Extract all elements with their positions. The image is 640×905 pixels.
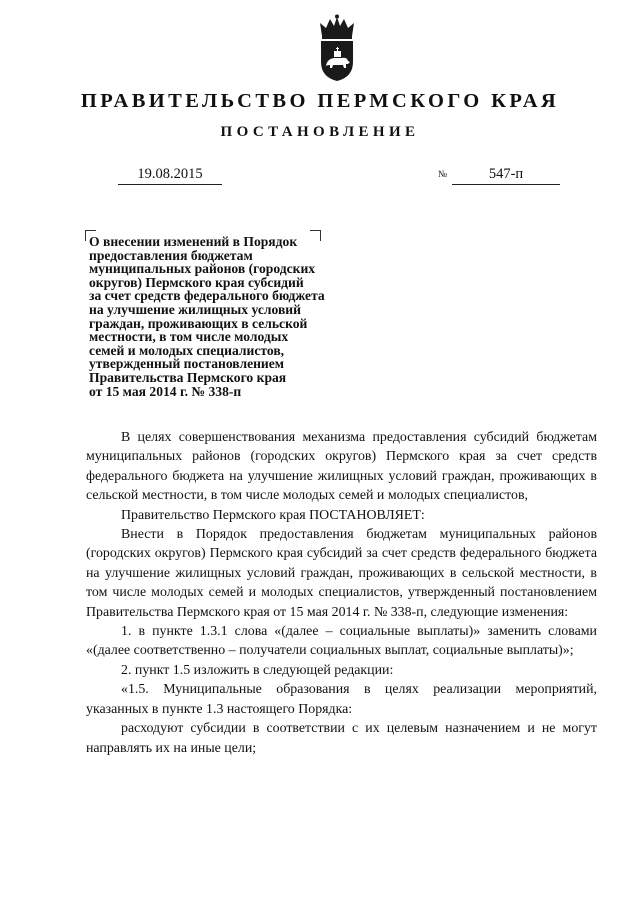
government-title: ПРАВИТЕЛЬСТВО ПЕРМСКОГО КРАЯ xyxy=(80,90,560,112)
document-date: 19.08.2015 xyxy=(118,164,222,185)
amendment-item-1: 1. в пункте 1.3.1 слова «(далее – социальные выплаты)» заменить словами «(далее соответственно – получатели социальных выплат, социальные выплаты)»; xyxy=(86,624,597,659)
subject-line: Правительства Пермского края xyxy=(89,369,287,385)
subject-line: семей и молодых специалистов, xyxy=(89,342,285,358)
subject-line: муниципальных районов (городских xyxy=(89,261,316,277)
document-number: 547-п xyxy=(452,164,560,185)
subject-line: от 15 мая 2014 г. № 338-п xyxy=(89,383,242,399)
clause-1-5-paragraph: «1.5. Муниципальные образования в целях реализации мероприятий, указанных в пункте 1.3 настоящего Порядка: xyxy=(86,682,597,717)
amendment-intro-paragraph: Внести в Порядок предоставления бюджетам муниципальных районов (городских округов) Пермского края субсидий за счет средств федерального бюджета на улучшение жилищных условий граждан, проживающих в сельской местности, в том числе молодых семей и молодых специалистов, утвержденный постановлением Правительства Пермского края от 15 мая 2014 г. № 338-п, следующие изменения: xyxy=(86,527,597,620)
subject-line: утвержденный постановлением xyxy=(89,356,285,372)
subject-line: на улучшение жилищных условий xyxy=(89,301,301,317)
subject-line: граждан, проживающих в сельской xyxy=(89,315,308,331)
subject-line: округов) Пермского края субсидий xyxy=(89,274,304,290)
document-body xyxy=(86,428,597,758)
clause-1-5-subparagraph: расходуют субсидии в соответствии с их целевым назначением и не могут направлять их на иные цели; xyxy=(86,721,597,756)
document-type: ПОСТАНОВЛЕНИЕ xyxy=(220,124,420,140)
subject-line: О внесении изменений в Порядок xyxy=(89,234,298,249)
preamble-paragraph: В целях совершенствования механизма предоставления субсидий бюджетам муниципальных районов (городских округов) Пермского края за счет средств федерального бюджета на улучшение жилищных условий граждан, проживающих в сельской местности, в том числе молодых семей и молодых специалистов, xyxy=(86,430,597,504)
subject-line: за счет средств федерального бюджета xyxy=(89,288,325,304)
number-sign: № xyxy=(438,170,448,180)
document-subject xyxy=(89,235,334,398)
subject-line: предоставления бюджетам xyxy=(89,247,253,263)
resolution-paragraph: Правительство Пермского края ПОСТАНОВЛЯЕТ: xyxy=(121,507,425,523)
amendment-item-2: 2. пункт 1.5 изложить в следующей редакции: xyxy=(121,662,394,678)
perm-krai-coat-of-arms xyxy=(313,14,361,82)
subject-line: местности, в том числе молодых xyxy=(89,329,289,345)
